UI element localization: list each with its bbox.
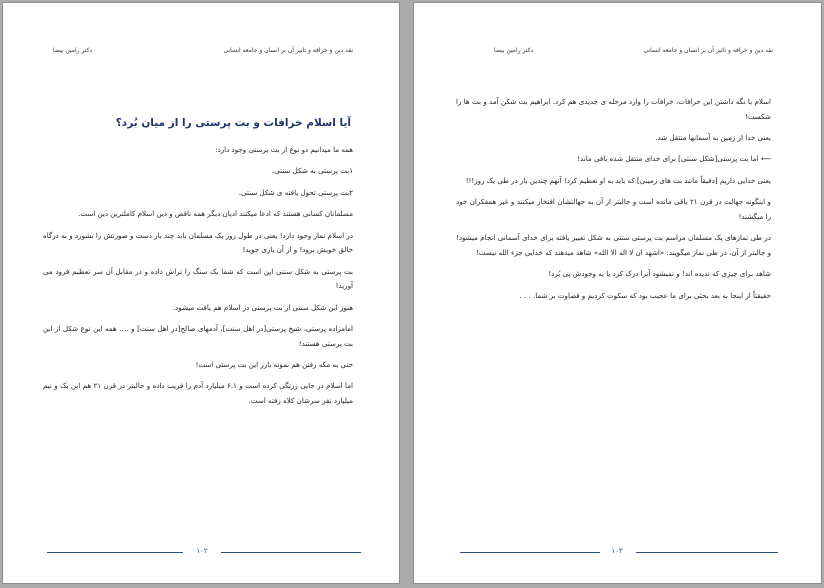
running-header-book-title: نقد دین و خرافه و تاثیر آن بر انسان و جامعه انسانی [223,47,353,54]
document-page-103 [413,2,822,584]
footer-rule-right [636,552,778,553]
paragraph: در اسلام نماز وجود دارد! یعنی در طول روز یک مسلمان باید چند بار دست و صورتش را بشورد و به درگاه خالق خویش برود! و از آن یاری جوید! [43,230,353,255]
paragraph: اسلام با نگه داشتن این خرافات، خرافات را وارد مرحله ی جدیدی هم کرد. ابراهیم بت شکن آمد و بت ها را شکست! [456,97,771,121]
document-page-102 [2,2,400,584]
running-header-author: دکتر رامین بیضا [494,47,534,54]
footer-rule-left [47,552,183,553]
paragraph: حتی به مکه رفتن هم نمونه بارز این بت پرستی است! [195,359,353,369]
section-title: آیا اسلام خرافات و بت پرستی را از میان بُرد؟ [115,117,351,129]
running-header-book-title: نقد دین و خرافه و تاثیر آن بر انسان و جامعه انسانی [643,47,773,54]
paragraph: اما اسلام در جایی زرنگی کرده است و ۶.۱ میلیارد آدم را فریب داده و جالبتر در قرن ۲۱ هم این یک و نیم میلیارد نفر سرشان کلاه رفته است. [43,381,353,405]
paragraph: ۲بت پرستی تحول یافته ی شکل سنتی. [238,187,353,197]
paragraph: و اینگونه جهالت در قرن ۲۱ باقی مانده است و جالبتر از آن به جهالتشان افتخار میکنند و غیر همفکران خود را میگشند! [456,197,771,221]
paragraph: همه ما میدانیم دو نوع از بت پرستی وجود دارد: [215,145,353,154]
running-header-author: دکتر رامین بیضا [53,47,93,54]
paragraph: در طی نمازهای یک مسلمان مراسم بت پرستی سنتی به شکل تغییر یافته برای خدای آسمانی انجام میشود! و جالبتر از آن، در طی نماز میگویند: «اشهد ان لا اله الا الله» شاهد میدهند که خدایی جزء الله نیست! [456,233,771,257]
paragraph: ۱بت پرستی به شکل سنتی. [271,166,353,176]
page-body-text [43,143,353,415]
paragraph: مسلمانان کسانی هستند که ادعا میکنند ادیان دیگر همه ناقص و دین اسلام کاملترین دین است. [78,209,353,219]
paragraph: شاهد برای چیزی که ندیده اند! و نمیشود آنرا درک کرد یا به وجودش پی بُرد! [548,269,771,279]
page-footer [414,547,821,557]
paragraph: امامزاده پرستی، شیخ پرستی[در اهل سنت]، آدمهای صالح[در اهل سنت] و …. همه این نوع شکل از این بت پرستی هستند! [43,323,353,348]
footer-rule-right [221,552,361,553]
page-number: ۱۰۲ [196,547,208,555]
footer-rule-left [460,552,600,553]
page-number: ۱۰۳ [611,547,623,555]
paragraph: حقیقتاً از اینجا به بعد بحثی برای ما عجیب بود که سکوت کردیم و قضاوت بر شما. . . . [519,290,771,300]
paragraph: بت پرستی به شکل سنتی این است که شما یک سنگ را تراش داده و در مقابل آن سر تعظیم فرود می آورید! [43,266,353,291]
paragraph: یعنی خدا از زمین به آسمانها منتقل شد. [655,132,771,142]
paragraph: ⟵ اما بت پرستی[شکل سنتی] برای خدای منتقل شده باقی ماند! [577,154,771,164]
page-footer [3,547,399,557]
page-body-text [456,95,771,310]
paragraph: هنوز این شکل سنتی از بت پرستی در اسلام هم یافت میشود. [172,302,353,312]
paragraph: یعنی خدایی داریم [دقیقاً مانند بت های زمینی] که باید به او تعظیم کرد! آنهم چندین بار در طی یک روز!!! [465,175,771,185]
